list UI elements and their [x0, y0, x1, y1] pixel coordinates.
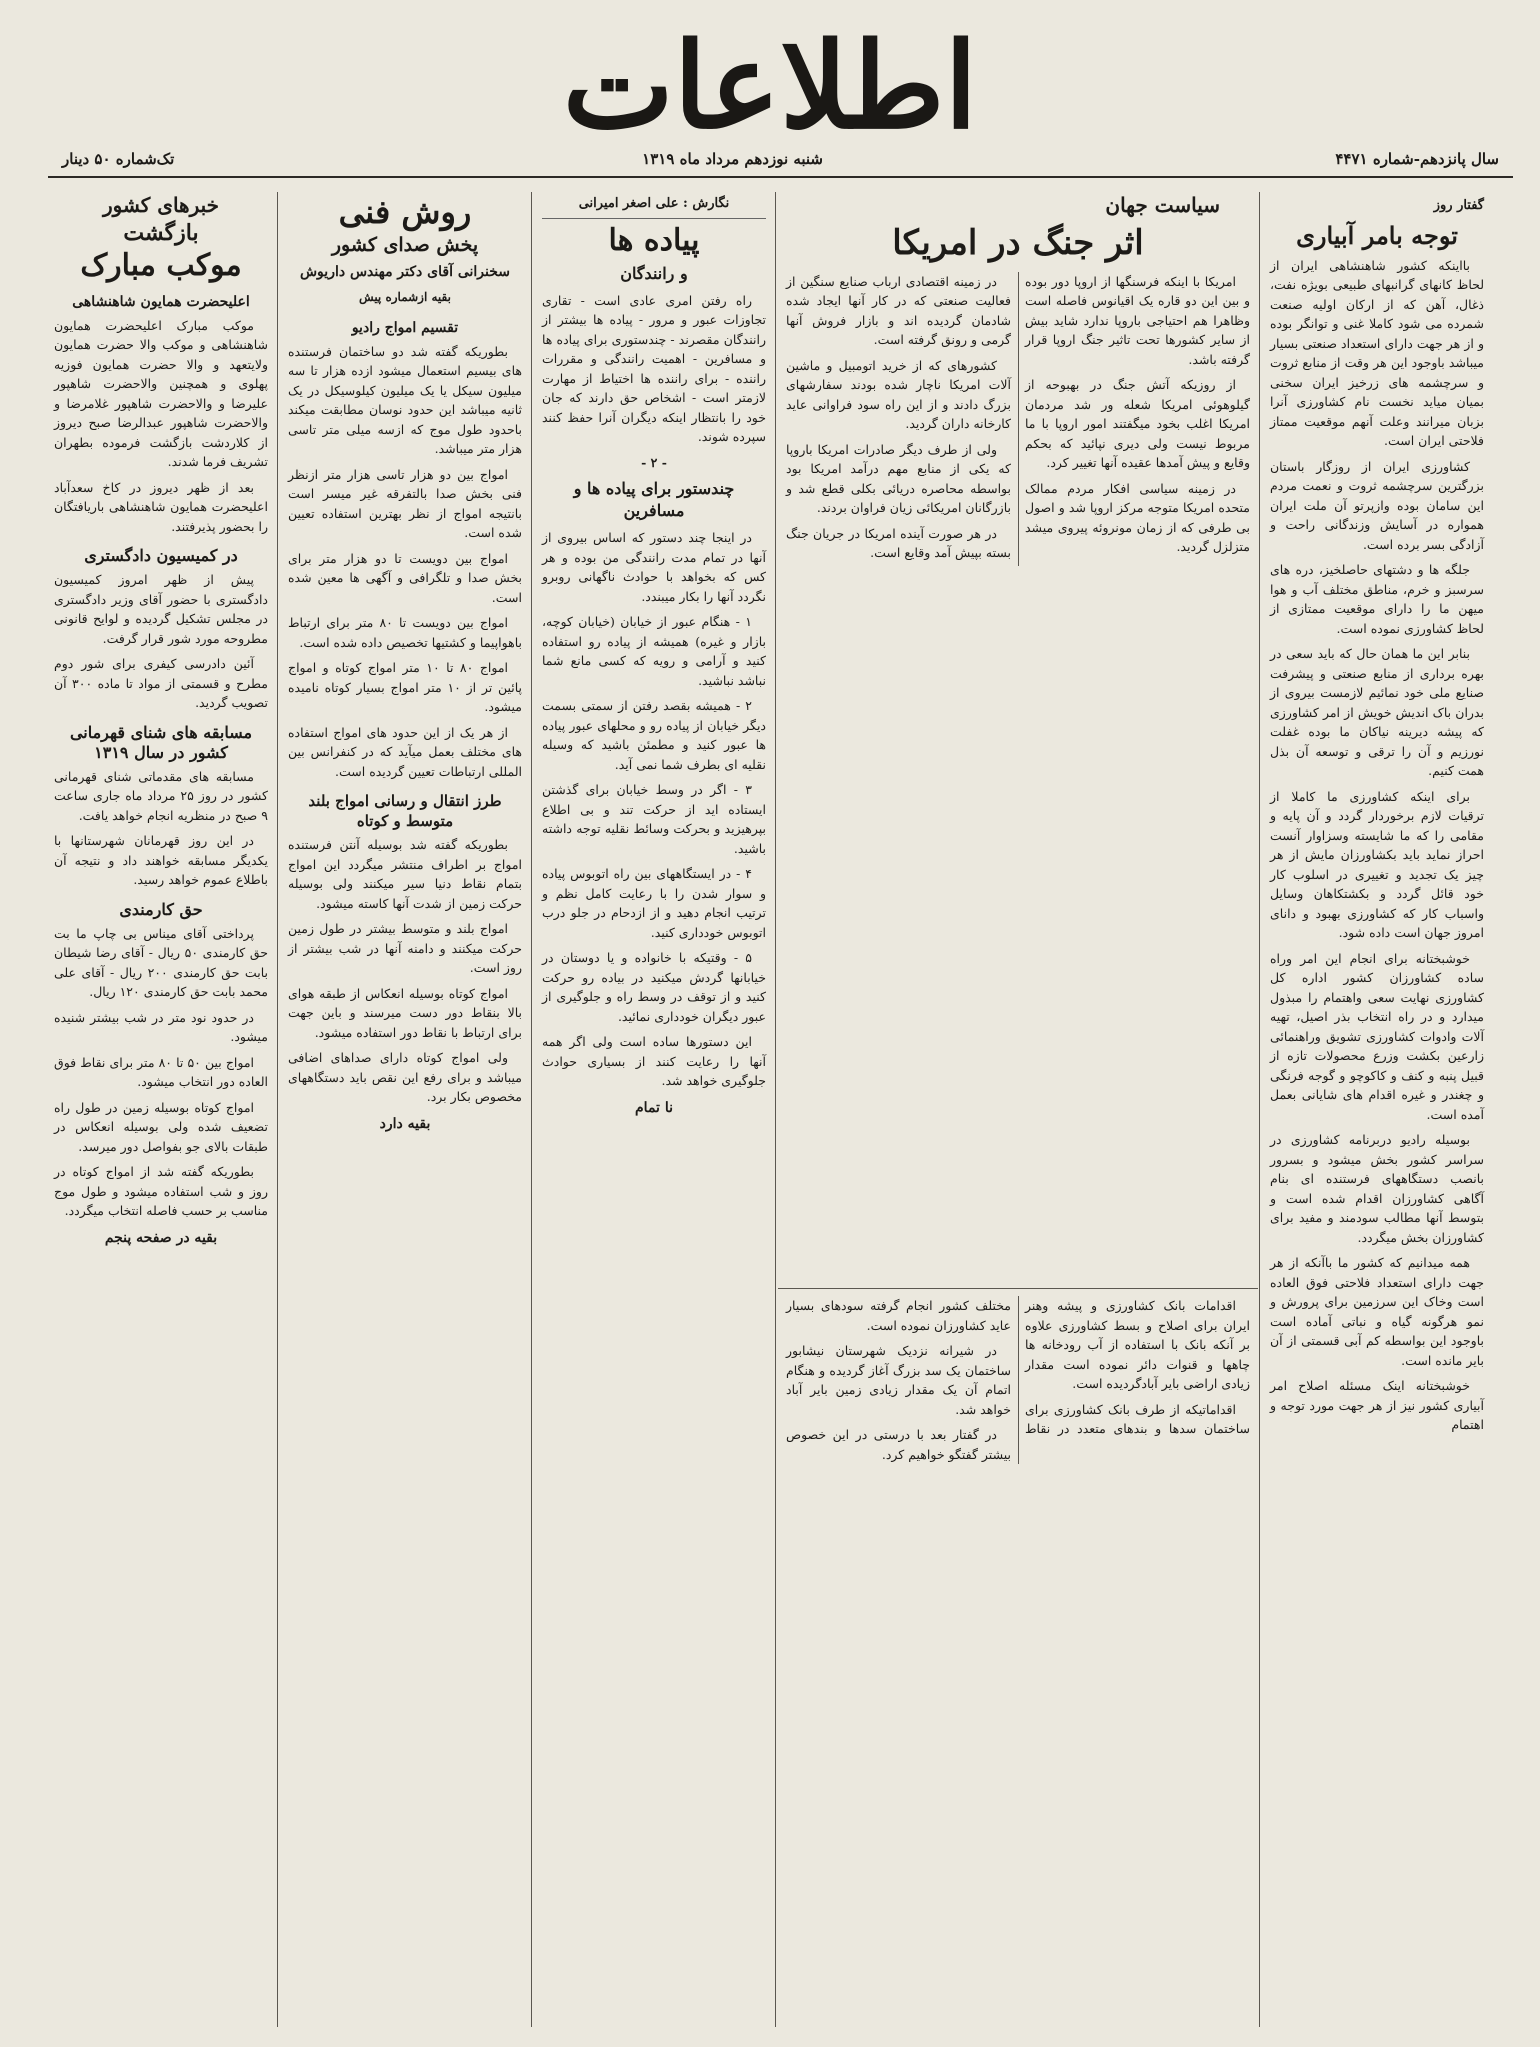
- paragraph: امواج بین ۵۰ تا ۸۰ متر برای نقاط فوق العاده دور انتخاب میشود.: [54, 1054, 268, 1089]
- paragraph: امریکا با اینکه فرسنگها از اروپا دور بوده و بین این دو قاره یک اقیانوس فاصله است وظاهرا هم احتیاجی باروپا ندارد شاید بیش از سایر کشورها تحت تاثیر جنگ اروپا قرار گرفته باشد.: [1025, 273, 1250, 367]
- paragraph: امواج کوتاه بوسیله انعکاس از طبقه هوای بالا بنقاط دور دست میرسند و باین جهت برای ارتباط با نقاط دور استفاده میشود.: [288, 985, 522, 1040]
- paragraph: همه میدانیم که کشور ما باآنکه از هر جهت دارای استعداد فلاحتی فوق العاده است وخاک این سرزمین برای پرورش و نمو هرگونه گیاه و نباتی آماده است باوجود این بواسطه کم آبی قسمتی از آن بایر مانده است.: [1270, 1255, 1484, 1368]
- column-rule: [531, 192, 532, 2027]
- column-rule: [1259, 192, 1260, 2027]
- kicker: گفتار روز: [1433, 198, 1484, 213]
- kicker: خبرهای کشور: [102, 193, 220, 217]
- paragraph: از هر یک از این حدود های امواج استفاده های مختلف بعمل میآید که در کنفرانس بین المللی ارتباطات تعیین گردیده است.: [288, 724, 522, 779]
- speaker: سخنرانی آقای دکتر مهندس داریوش: [299, 264, 511, 280]
- article-body: [786, 1296, 1250, 1464]
- volume-issue: سال پانزدهم-شماره ۴۴۷۱: [1335, 150, 1499, 168]
- paragraph: کشورهای که از خرید اتومبیل و ماشین آلات امریکا ناچار شده بودند سفارشهای بزرگ دادند و از این راه سود فراوانی عاید کارخانه داران گردید.: [786, 357, 1011, 431]
- paragraph: ۱ - هنگام عبور از خیابان (خیابان کوچه، بازار و غیره) همیشه از پیاده رو استفاده کنید و آرامی و رویه که کسی مانع شما نباشد نباشید.: [542, 614, 766, 688]
- paragraph: ۲ - همیشه بقصد رفتن از سمتی بسمت دیگر خیابان از پیاده رو و محلهای عبور پیاده ها عبور کنید و مطمئن باشید که وسیله نقلیه ای بطرف شما نمی آید.: [542, 698, 766, 772]
- column-rule: [775, 192, 776, 2027]
- paragraph: خوشبختانه اینک مسئله اصلاح امر آبیاری کشور نیز از هر جهت مورد توجه و اهتمام: [1270, 1378, 1484, 1432]
- section-heading: مسابقه های شنای قهرمانی کشور در سال ۱۳۱۹: [69, 722, 253, 762]
- paragraph: امواج بین دو هزار تاسی هزار متر ازنظر فنی بخش صدا بالتفرقه غیر میسر است بانتیجه امواج از نظر بهترین استفاده تعیین شده است.: [288, 466, 522, 540]
- paragraph: پرداختی آقای میناس بی چاپ ما بت حق کارمندی ۵۰ ریال - آقای رضا شیطان بابت حق کارمندی ۲۰۰ ریال - آقای علی محمد بابت حق کارمندی ۱۲۰ ریال.: [54, 925, 268, 999]
- column-radio-technique: [280, 192, 530, 2027]
- column-pedestrians: [534, 192, 774, 2027]
- issue-date: شنبه نوزدهم مرداد ماه ۱۳۱۹: [642, 150, 823, 168]
- paragraph: امواج بین دویست تا دو هزار متر برای بخش صدا و تلگرافی و آگهی ها معین شده است.: [288, 550, 522, 605]
- intro: راه رفتن امری عادی است - تقاری تجاوزات عبور و مرور - پیاده ها بیشتر از رانندگان مقصرند - چندستوری برای پیاده ها و مسافرین - اهمیت رانندگی و مقررات راننده - برای راننده ها اختیاط از مهارت لازمتر است - اشخاص حق دارند که جان خود را بانتظار اینکه دیگران آنرا حفظ کنند سپرده شوند.: [542, 292, 766, 444]
- paragraph: ۵ - وقتیکه با خانواده و یا دوستان در خیابانها گردش میکنید در بیاده رو حرکت کنید و از توقف در وسط راه و جلوگیری از عبور دیگران خودداری نمائید.: [542, 950, 766, 1024]
- subheadline: پخش صدای کشور: [331, 234, 479, 256]
- paragraph: بعد از ظهر دیروز در کاخ سعدآباد اعلیحضرت همایون شاهنشاهی باریافتگان را بحضور پذیرفتند.: [54, 479, 268, 534]
- paragraph: بطوریکه گفته شد از امواج کوتاه در روز و شب استفاده میشود و طول موج مناسب بر حسب فاصله انتخاب میگردد.: [54, 1164, 268, 1218]
- paragraph: ولی امواج کوتاه دارای صداهای اضافی میباشد و برای رفع این نقص باید دستگاههای مخصوص بکار برد.: [288, 1050, 522, 1104]
- section-heading: چندستور برای پیاده ها و مسافرین: [573, 479, 735, 520]
- column-world-politics: [778, 192, 1258, 1282]
- headline: پیاده ها: [608, 222, 700, 258]
- paragraph: در زمینه سیاسی افکار مردم ممالک متحده امریکا متوجه مرکز اروپا شد و اصول بی طرفی که از زمان مونروئه پیروی میشد متزلزل گردید.: [1025, 480, 1250, 554]
- dateline: [48, 150, 1513, 178]
- paragraph: برای اینکه کشاورزی ما کاملا از ترقیات لازم برخوردار گردد و آن پایه و مقامی را که ما شایسته وسزاوار آنست احراز نماید باید بکشاورزان مایش از هر چیز یک تجدید و تغییری در اسلوب کار خود قائل گردد و بکشتکاهان وسایل واسباب کار که کشاورزی بهبود و دانای امروز جهان است داده شود.: [1270, 788, 1484, 940]
- part-marker: - ۲ -: [641, 454, 667, 470]
- paragraph: بطوریکه گفته شد دو ساختمان فرستنده های بیسیم استعمال میشود ازده هزار تا سه میلیون سیکل یا یک میلیون کیلوسیکل در یک ثانیه میباشد این حدود نوسان مطابقت میکند باحدود طول موج که ازسه میلی متر تاسی هزار متر میباشد.: [288, 343, 522, 456]
- paragraph: ولی از طرف دیگر صادرات امریکا باروپا که یکی از منابع مهم درآمد امریکا بود بواسطه محاصره دریائی بکلی قطع شد و بازرگانان امریکائی زیان فراوان بردند.: [786, 441, 1011, 515]
- paragraph: خوشبختانه برای انجام این امر وراه ساده کشاورزان کشور اداره کل کشاورزی نهایت سعی واهتمام را مبذول میدارد و در راه انتخاب بذر اصیل، تهیه آلات وادوات کشاورزی تشویق وراهنمائی زارعین بکشت وزرع محصولات تازه از قبیل پنبه و کنف و کاکوچو و گوجه فرنگی و چغندر و غیره اقدام های شایانی بعمل آمده است.: [1270, 950, 1484, 1122]
- to-be-continued: نا تمام: [635, 1099, 673, 1116]
- paragraph: بوسیله رادیو دربرنامه کشاورزی در سراسر کشور بخش میشود و بسرور بانصب دستگاههای فرستنده ای بنام آگاهی کشاورزان اقدام شده است و بتوسط آنها مطالب سودمند و مفید برای کشاورزان بخش میگردد.: [1270, 1132, 1484, 1245]
- section-rule: [778, 1288, 1258, 1289]
- headline: اثر جنگ در امریکا: [892, 222, 1144, 263]
- paragraph: آئین دادرسی کیفری برای شور دوم مطرح و قسمتی از مواد تا ماده ۳۰۰ آن تصویب گردید.: [54, 656, 268, 710]
- paragraph: جلگه ها و دشتهای حاصلخیز، دره های سرسبز و خرم، مناطق مختلف آب و هوا میهن ما را دارای موقعیت ممتازی از لحاظ کشاورزی نموده است.: [1270, 562, 1484, 636]
- paragraph: در گفتار بعد با درستی در این خصوص بیشتر گفتگو خواهیم کرد.: [786, 1427, 1011, 1462]
- section-heading: طرز انتقال و رسانی امواج بلند متوسط و کوتاه: [308, 792, 502, 830]
- column-agriculture-continued: [778, 1296, 1258, 2026]
- section-heading: تقسیم امواج رادیو: [351, 319, 459, 336]
- paragraph: بااینکه کشور شاهنشاهی ایران از لحاظ کانهای گرانبهای طبیعی بویژه نفت، ذغال، آهن که از ارکان اولیه صنعت شمرده می شود کاملا غنی و توانگر بوده و از هر جهت دارای استعداد صنعتی بسیار میباشد باوجود این هر وقت از منابع ثروت و سرچشمه های زرخیز ایران سخنی بمیان میاید نخست نام کشاورزی آنرا بزبان میرانند وعلت آنهم موقعیت ممتاز فلاحتی ایران است.: [1270, 257, 1484, 448]
- subheadline: و رانندگان: [620, 263, 688, 283]
- continued-on-page: بقیه در صفحه پنجم: [104, 1229, 218, 1246]
- paragraph: بطوریکه گفته شد بوسیله آنتن فرستنده امواج بر اطراف منتشر میگردد این امواج بتمام نقاط دنیا سیر میکنند ولی بوسیله حرکت زمین از شدت آنها کاسته میشود.: [288, 837, 522, 911]
- paragraph: از روزیکه آتش جنگ در بهبوحه از گیلوهوئی امریکا شعله ور شد مردمان امریکا اغلب بخود میگفتند امور اروپا با ما مربوط نیست ولی دیری نپائید که بحکم وقایع و پیش آمدها عقیده آنها تغییر کرد.: [1025, 377, 1250, 470]
- section-heading: حق کارمندی: [119, 899, 203, 919]
- subheadline: اعلیحضرت همایون شاهنشاهی: [72, 293, 250, 310]
- kicker: سیاست جهان: [1105, 193, 1220, 217]
- paragraph: در اینجا چند دستور که اساس بیروی از آنها در تمام مدت رانندگی من بوده و هر کس که بخواهد با حوادث ناگهانی روبرو نگردد آنها را بکار میبندد.: [542, 530, 766, 604]
- to-be-continued: بقیه دارد: [379, 1115, 431, 1132]
- article-body: [786, 272, 1250, 566]
- masthead: [0, 12, 1540, 160]
- paragraph: بنابر این ما همان حال که باید سعی در بهره برداری از منابع صنعتی و پیشرفت صنایع ملی خود نمائیم لازمست بیروی از بدران باک اندیش خویش از امر کشاورزی که پیشه دیرینه نیاکان ما بوده غفلت نورزیم و آن را ترقی و توسعه آن بذل همت کنیم.: [1270, 646, 1484, 778]
- paragraph: کشاورزی ایران از روزگار باستان بزرگترین سرچشمه ثروت و نعمت مردم این سامان بوده وازپرتو آن ملت ایران همواره در آسایش وزندگانی راحت و آزادگی بسر برده است.: [1270, 458, 1484, 552]
- paragraph: پیش از ظهر امروز کمیسیون دادگستری با حضور آقای وزیر دادگستری در مجلس تشکیل گردیده و لوایح قانونی مطروحه مورد شور قرار گرفت.: [54, 572, 268, 646]
- paragraph: ۴ - در ایستگاههای بین راه اتوبوس پیاده و سوار شدن را با رعایت کامل نظم و ترتیب انجام دهید و از ازدحام در جلو درب اتوبوس خودداری کنید.: [542, 866, 766, 940]
- column-rule: [277, 192, 278, 2027]
- paragraph: امواج ۸۰ تا ۱۰ متر امواج کوتاه و امواج پائین تر از ۱۰ متر امواج بسیار کوتاه نامیده میشود.: [288, 660, 522, 714]
- paragraph: اقدامات بانک کشاورزی و پیشه وهنر ایران برای اصلاح و بسط کشاورزی علاوه بر آنکه بانک با استفاده از آب رودخانه ها چاهها و قنوات دائر نموده است مقدار زیادی اراضی بایر آبادگردیده است.: [1025, 1298, 1250, 1391]
- paragraph: ۳ - اگر در وسط خیابان برای گذشتن ایستاده اید از حرکت تند و بی اطلاع بپرهیزید و بحرکت وسائط نقلیه توجه داشته باشید.: [542, 782, 766, 856]
- headline: بازگشت: [123, 219, 199, 246]
- column-editorial: [1262, 192, 1492, 2027]
- headline: توجه بامر آبیاری: [1296, 220, 1458, 250]
- paragraph: این دستورها ساده است ولی اگر همه آنها را رعایت کنند از بسیاری حوادث جلوگیری خواهد شد.: [542, 1034, 766, 1088]
- paragraph: امواج کوتاه بوسیله زمین در طول راه تضعیف شده ولی بوسیله انعکاس در طبقات بالای جو بفواصل دور میرسد.: [54, 1099, 268, 1154]
- headline: روش فنی: [338, 193, 472, 231]
- paragraph: امواج بلند و متوسط بیشتر در طول زمین حرکت میکنند و دامنه آنها در شب بیشتر از روز است.: [288, 921, 522, 975]
- paragraph: در حدود نود متر در شب بیشتر شنیده میشود.: [54, 1009, 268, 1044]
- paragraph: اقداماتیکه از طرف بانک کشاورزی برای ساختمان سدها و بندهای متعدد در نقاط مختلف کشور انجام گرفته سودهای بسیار عاید کشاورزان نموده است.: [786, 1298, 1250, 1436]
- masthead-title: اطلاعات: [562, 16, 978, 155]
- paragraph: امواج بین دویست تا ۸۰ متر برای ارتباط باهواپیما و کشتیها تخصیص داده شده است.: [288, 615, 522, 650]
- continued-from: بقیه ازشماره پیش: [359, 290, 451, 304]
- paragraph: در هر صورت آینده امریکا در جریان جنگ بسته بپیش آمد وقایع است.: [786, 525, 1011, 560]
- paragraph: در این روز قهرمانان شهرستانها با یکدیگر مسابقه خواهند داد و نتیجه آن باطلاع عموم خواهد رسید.: [54, 833, 268, 887]
- paragraph: موکب مبارک اعلیحضرت همایون شاهنشاهی و موکب والا حضرت همایون ولایتعهد و والا حضرت همایون فوزیه پهلوی و همچنین والاحضرت شاهپور علیرضا و والاحضرت شاهپور غلامرضا و والاحضرت شاهپور عبدالرضا صبح دیروز از کلاردشت بازگشت فرموده بطهران تشریف فرما شدند.: [54, 317, 268, 469]
- section-heading: در کمیسیون دادگستری: [84, 546, 238, 565]
- paragraph: در زمینه اقتصادی ارباب صنایع سنگین از فعالیت صنعتی که در کار آنها ایجاد شده شادمان گردیده اند و بازار فروش آنها گرمی و رونق گرفته است.: [786, 273, 1011, 347]
- issue-price: تک‌شماره ۵۰ دینار: [62, 150, 175, 168]
- column-national-news: [46, 192, 276, 2027]
- headline-main: موکب مبارک: [80, 247, 242, 283]
- paragraph: مسابقه های مقدماتی شنای قهرمانی کشور در روز ۲۵ مرداد ماه جاری ساعت ۹ صبح در منظریه انجام خواهد یافت.: [54, 768, 268, 823]
- paragraph: در شیرانه نزدیک شهرستان نیشابور ساختمان یک سد بزرگ آغاز گردیده و هنگام اتمام آن یک مقدار زیادی زمین بایر آباد خواهد شد.: [786, 1343, 1011, 1417]
- byline: نگارش : علی اصغر امیرانی: [542, 194, 766, 219]
